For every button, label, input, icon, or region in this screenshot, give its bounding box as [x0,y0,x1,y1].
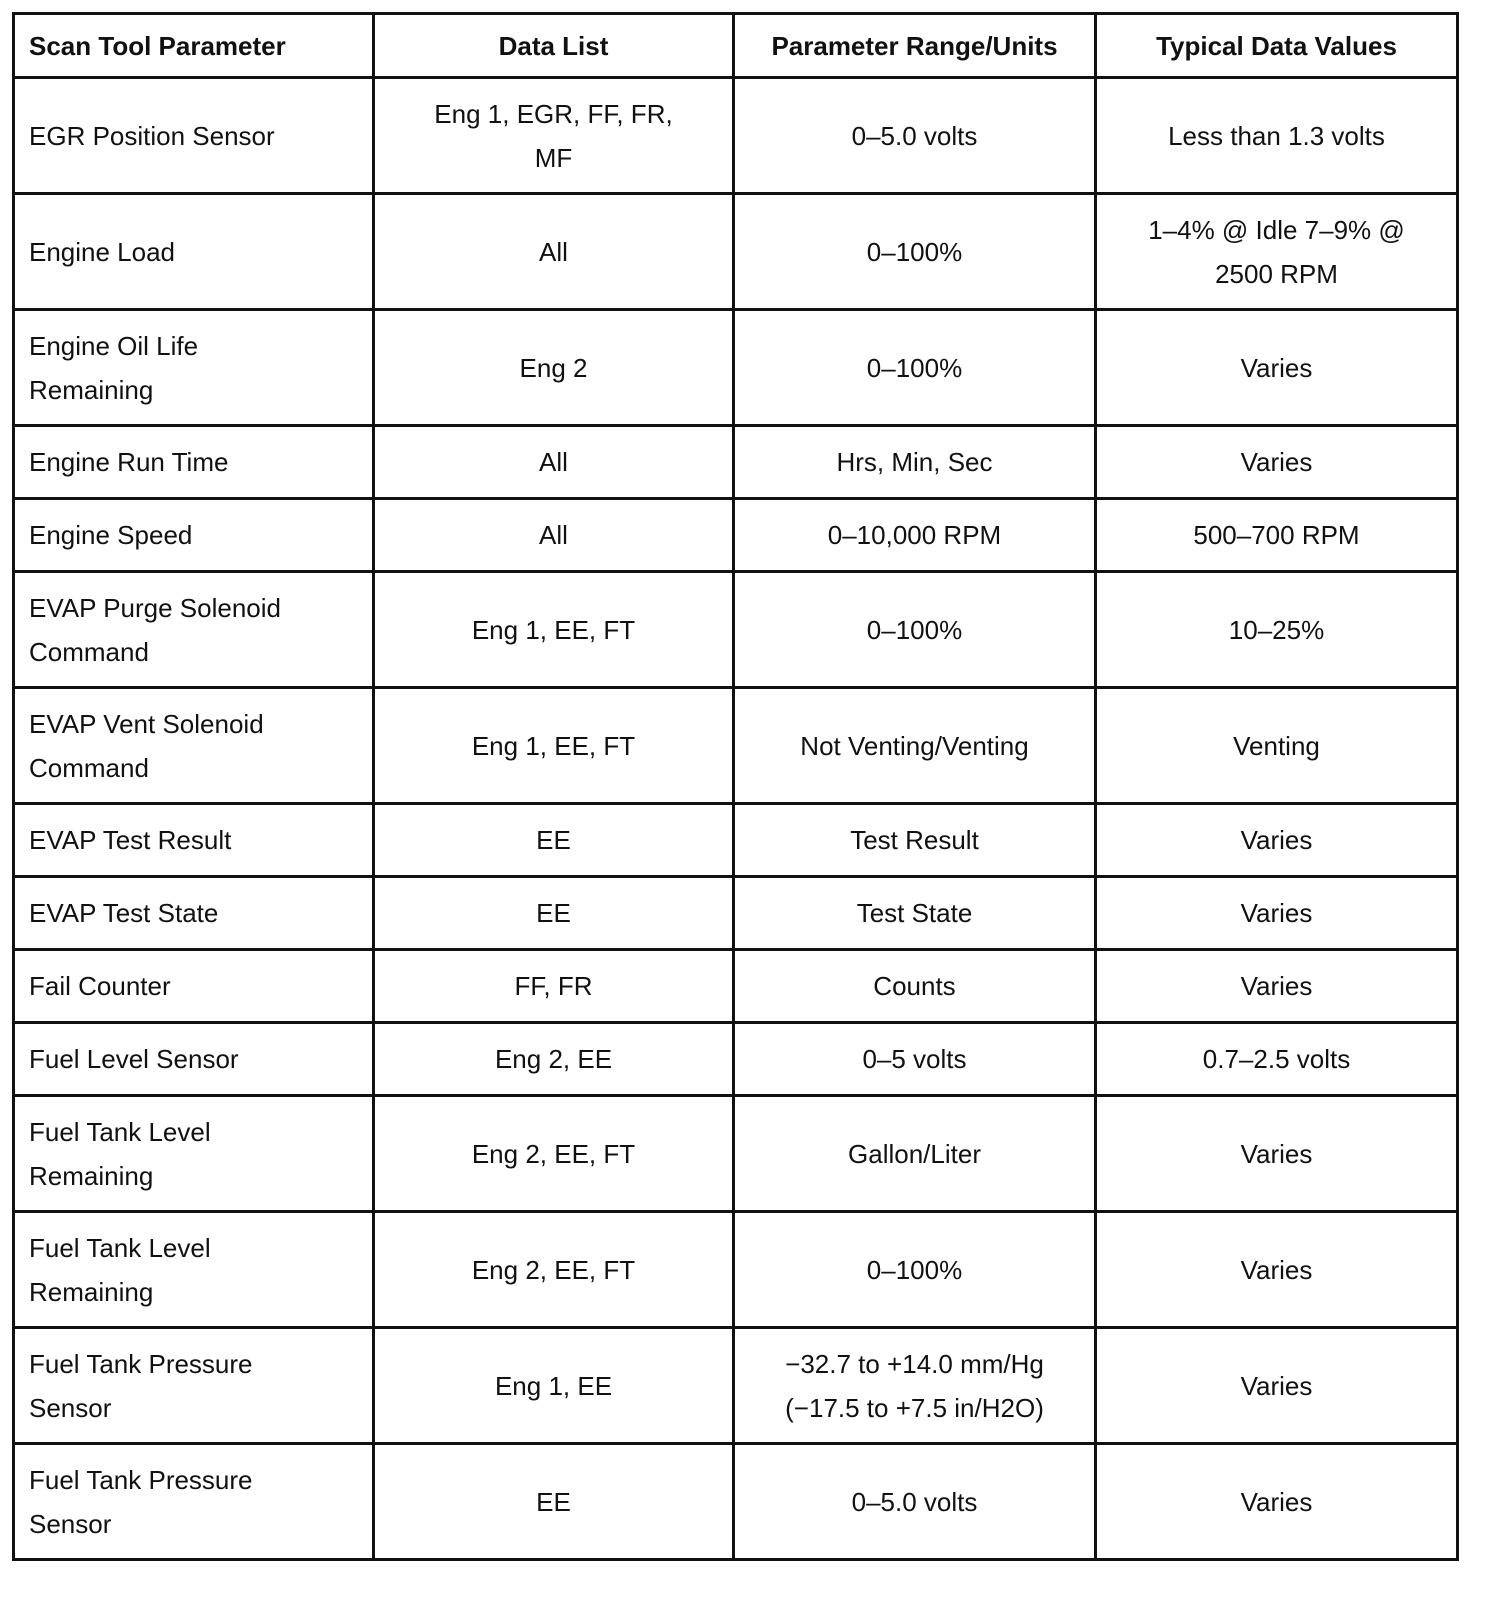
cell-typical-value: Varies [1096,1212,1458,1328]
cell-parameter: Fuel Level Sensor [14,1023,374,1096]
table-row [14,1096,1458,1212]
table-row [14,950,1458,1023]
cell-data-list: EE [374,1444,734,1560]
cell-typical-value: Varies [1096,1096,1458,1212]
cell-parameter: Engine Speed [14,499,374,572]
cell-typical-value: 10–25% [1096,572,1458,688]
cell-data-list: All [374,426,734,499]
cell-data-list: All [374,499,734,572]
cell-data-list: Eng 1, EE, FT [374,688,734,804]
cell-range-units: 0–5 volts [734,1023,1096,1096]
cell-data-list: Eng 1, EE [374,1328,734,1444]
table-row [14,1212,1458,1328]
cell-data-list: Eng 2, EE, FT [374,1096,734,1212]
cell-data-list: EE [374,877,734,950]
cell-typical-value: Varies [1096,950,1458,1023]
cell-range-units: 0–5.0 volts [734,78,1096,194]
table-row [14,804,1458,877]
cell-typical-value: Varies [1096,804,1458,877]
cell-range-units: 0–100% [734,572,1096,688]
table-row [14,194,1458,310]
cell-data-list: Eng 1, EE, FT [374,572,734,688]
cell-range-units: Gallon/Liter [734,1096,1096,1212]
cell-data-list: Eng 2, EE [374,1023,734,1096]
cell-typical-value: Varies [1096,310,1458,426]
cell-typical-value: 0.7–2.5 volts [1096,1023,1458,1096]
cell-range-units: Test State [734,877,1096,950]
cell-data-list: FF, FR [374,950,734,1023]
cell-parameter: EVAP Vent Solenoid Command [14,688,374,804]
table-row [14,877,1458,950]
table-row [14,78,1458,194]
cell-range-units: 0–100% [734,1212,1096,1328]
cell-parameter: Fuel Tank Pressure Sensor [14,1444,374,1560]
table-row [14,426,1458,499]
scan-tool-data-table [12,12,1459,1561]
table-row [14,310,1458,426]
table-header-row [14,14,1458,78]
cell-range-units: Hrs, Min, Sec [734,426,1096,499]
cell-range-units: 0–10,000 RPM [734,499,1096,572]
cell-parameter: Fuel Tank Level Remaining [14,1212,374,1328]
cell-typical-value: 500–700 RPM [1096,499,1458,572]
cell-parameter: EVAP Test Result [14,804,374,877]
header-parameter-range-units: Parameter Range/Units [734,14,1096,78]
cell-range-units: −32.7 to +14.0 mm/Hg (−17.5 to +7.5 in/H2O) [734,1328,1096,1444]
cell-range-units: Test Result [734,804,1096,877]
cell-parameter: EVAP Test State [14,877,374,950]
table-row [14,572,1458,688]
cell-typical-value: Less than 1.3 volts [1096,78,1458,194]
cell-parameter: Engine Oil Life Remaining [14,310,374,426]
cell-parameter: EVAP Purge Solenoid Command [14,572,374,688]
cell-range-units: 0–100% [734,194,1096,310]
header-scan-tool-parameter: Scan Tool Parameter [14,14,374,78]
cell-parameter: Fail Counter [14,950,374,1023]
cell-typical-value: Varies [1096,1444,1458,1560]
cell-data-list: All [374,194,734,310]
cell-data-list: Eng 2 [374,310,734,426]
table-row [14,1023,1458,1096]
cell-typical-value: Varies [1096,1328,1458,1444]
cell-range-units: 0–100% [734,310,1096,426]
cell-range-units: Counts [734,950,1096,1023]
cell-typical-value: 1–4% @ Idle 7–9% @ 2500 RPM [1096,194,1458,310]
table-row [14,1328,1458,1444]
header-typical-data-values: Typical Data Values [1096,14,1458,78]
cell-parameter: EGR Position Sensor [14,78,374,194]
cell-range-units: Not Venting/Venting [734,688,1096,804]
table-row [14,1444,1458,1560]
cell-range-units: 0–5.0 volts [734,1444,1096,1560]
cell-typical-value: Varies [1096,426,1458,499]
cell-typical-value: Varies [1096,877,1458,950]
cell-data-list: Eng 2, EE, FT [374,1212,734,1328]
cell-parameter: Engine Load [14,194,374,310]
cell-typical-value: Venting [1096,688,1458,804]
cell-data-list: EE [374,804,734,877]
cell-parameter: Engine Run Time [14,426,374,499]
header-data-list: Data List [374,14,734,78]
cell-parameter: Fuel Tank Pressure Sensor [14,1328,374,1444]
table-row [14,688,1458,804]
cell-parameter: Fuel Tank Level Remaining [14,1096,374,1212]
cell-data-list: Eng 1, EGR, FF, FR, MF [374,78,734,194]
table-row [14,499,1458,572]
